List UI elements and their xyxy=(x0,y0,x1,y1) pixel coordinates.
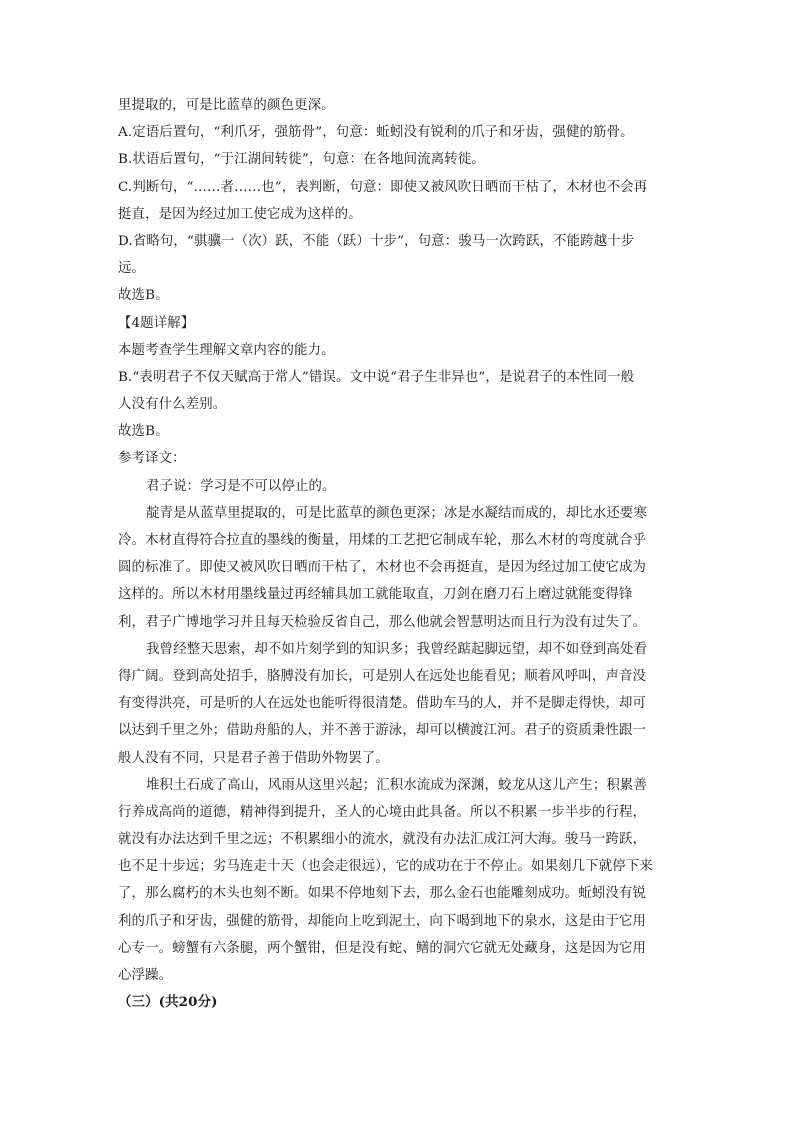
text-line: 以达到千里之外；借助舟船的人，并不善于游泳，却可以横渡江河。君子的资质秉性跟一 xyxy=(118,723,647,739)
text-line: C.判断句，“……者……也”，表判断，句意：即使又被风吹日晒而干枯了，木材也不会再 xyxy=(118,179,648,195)
text-line: 行养成高尚的道德，精神得到提升，圣人的心境由此具备。所以不积累一步半步的行程， xyxy=(118,804,647,820)
text-line: 心专一。螃蟹有六条腿，两个蟹钳，但是没有蛇、鳝的洞穴它就无处藏身，这是因为它用 xyxy=(118,940,647,956)
text-line: 心浮躁。 xyxy=(118,968,173,983)
text-line: B.“表明君子不仅天赋高于常人”错误。文中说“君子生非异也”，是说君子的本性同一般 xyxy=(118,369,635,385)
text-line: 了，那么腐朽的木头也刻不断。如果不停地刻下去，那么金石也能雕刻成功。蚯蚓没有锐 xyxy=(118,886,647,902)
text-line: 靛青是从蓝草里提取的，可是比蓝草的颜色更深；冰是水凝结而成的，却比水还要寒 xyxy=(146,505,648,521)
text-line: 利，君子广博地学习并且每天检验反省自己，那么他就会智慧明达而且行为没有过失了。 xyxy=(118,614,647,630)
text-line: 也不足十步远；劣马连走十天（也会走很远），它的成功在于不停止。如果刻几下就停下来 xyxy=(118,859,653,875)
text-line: 君子说：学习是不可以停止的。 xyxy=(146,478,336,494)
text-line: 堆积土石成了高山，风雨从这里兴起；汇积水流成为深渊，蛟龙从这儿产生；积累善 xyxy=(146,777,648,793)
text-line: 人没有什么差别。 xyxy=(118,397,227,413)
text-line: 这样的。所以木材用墨线量过再经辅具加工就能取直，刀剑在磨刀石上磨过就能变得锋 xyxy=(118,587,633,603)
text-line: 故选B。 xyxy=(118,424,169,440)
text-line: 我曾经整天思索，却不如片刻学到的知识多；我曾经踮起脚远望，却不如登到高处看 xyxy=(146,641,648,657)
text-line: A.定语后置句，“利爪牙，强筋骨”，句意：蚯蚓没有锐利的爪子和牙齿，强健的筋骨。 xyxy=(118,125,634,141)
text-line: 般人没有不同，只是君子善于借助外物罢了。 xyxy=(118,750,389,766)
text-line: 得广阔。登到高处招手，胳膊没有加长，可是别人在远处也能看见；顺着风呼叫，声音没 xyxy=(118,668,647,684)
text-line: 冷。木材直得符合拉直的墨线的衡量，用煣的工艺把它制成车轮，那么木材的弯度就合乎 xyxy=(118,533,647,548)
text-line: 挺直，是因为经过加工使它成为这样的。 xyxy=(118,206,362,222)
text-line: 就没有办法达到千里之远；不积累细小的流水，就没有办法汇成江河大海。骏马一跨跃， xyxy=(118,832,647,848)
text-line: 故选B。 xyxy=(118,288,169,304)
text-line: 本题考查学生理解文章内容的能力。 xyxy=(118,342,335,358)
text-line: 远。 xyxy=(118,261,146,277)
section-heading: （三）(共20分) xyxy=(118,994,218,1011)
text-line: D.省略句，“骐骥一（次）跃，不能（跃）十步”，句意：骏马一次跨跃，不能跨越十步 xyxy=(118,233,635,249)
text-line: 有变得洪亮，可是听的人在远处也能听得很清楚。借助车马的人，并不是脚走得快，却可 xyxy=(118,696,647,712)
text-line: 参考译文： xyxy=(118,451,186,467)
text-line: 圆的标准了。即使又被风吹日晒而干枯了，木材也不会再挺直，是因为经过加工使它成为 xyxy=(118,560,647,576)
document-page xyxy=(118,92,684,1016)
text-line: 【4题详解】 xyxy=(118,315,195,331)
text-line: 里提取的，可是比蓝草的颜色更深。 xyxy=(118,98,335,113)
text-line: B.状语后置句，“于江湖间转徙”，句意：在各地间流离转徙。 xyxy=(118,152,485,168)
text-line: 利的爪子和牙齿，强健的筋骨，却能向上吃到泥土，向下喝到地下的泉水，这是由于它用 xyxy=(118,913,647,929)
